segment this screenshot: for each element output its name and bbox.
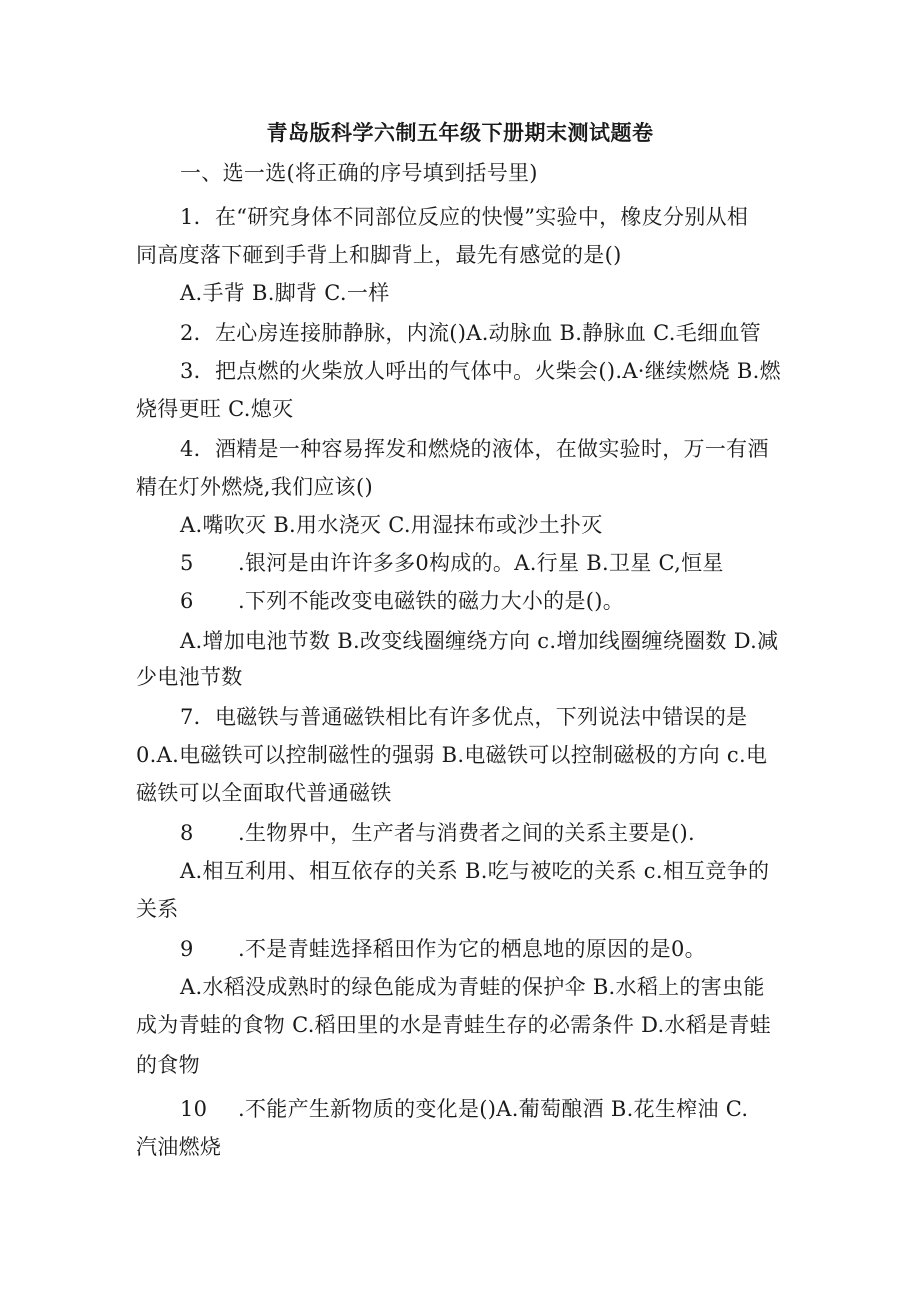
question-8-options-line-2: 关系 [136,897,179,921]
question-9-options-line-2: 成为青蛙的食物 C.稻田里的水是青蛙生存的必需条件 D.水稻是青蛙 [136,1013,772,1037]
question-2: 2．左心房连接肺静脉，内流()A.动脉血 B.静脉血 C.毛细血管 [180,321,761,345]
question-8-text: .生物界中，生产者与消费者之间的关系主要是(). [238,821,695,845]
question-9-number: 9 [180,937,194,961]
question-5 [180,548,724,578]
question-6-options-line-1: A.增加电池节数 B.改变线圈缠绕方向 c.增加线圈缠绕圈数 D.减 [180,629,779,653]
question-10 [180,1094,748,1124]
question-6-text: .下列不能改变电磁铁的磁力大小的是()。 [238,589,625,613]
question-4-options: A.嘴吹灭 B.用水浇灭 C.用湿抹布或沙土扑灭 [180,513,603,537]
question-9 [180,934,706,964]
question-10-line-2: 汽油燃烧 [136,1135,222,1159]
question-6-options-line-2: 少电池节数 [136,665,243,689]
question-7-line-2: 0.A.电磁铁可以控制磁性的强弱 B.电磁铁可以控制磁极的方向 c.电 [136,743,768,767]
question-1-options: A.手背 B.脚背 C.一样 [180,281,390,305]
question-4-line-2: 精在灯外燃烧,我们应该() [136,475,373,499]
question-7-line-1: 7．电磁铁与普通磁铁相比有许多优点，下列说法中错误的是 [180,705,748,729]
question-7-line-3: 磁铁可以全面取代普通磁铁 [136,781,392,805]
question-8-number: 8 [180,821,194,845]
question-4-line-1: 4．酒精是一种容易挥发和燃烧的液体，在做实验时，万一有酒 [180,437,769,461]
question-9-text: .不是青蛙选择稻田作为它的栖息地的原因的是0。 [238,937,706,961]
question-8 [180,818,695,848]
question-9-options-line-3: 的食物 [136,1053,200,1077]
question-1-line-1: 1．在“研究身体不同部位反应的快慢”实验中，橡皮分别从相 [180,205,749,229]
question-1-line-2: 同高度落下砸到手背上和脚背上，最先有感觉的是() [136,243,622,267]
question-3-line-2: 烧得更旺 C.熄灭 [136,397,294,421]
question-8-options-line-1: A.相互利用、相互依存的关系 B.吃与被吃的关系 c.相互竞争的 [180,859,770,883]
question-5-text: .银河是由许许多多0构成的。A.行星 B.卫星 C,恒星 [238,551,724,575]
question-3-line-1: 3．把点燃的火柴放人呼出的气体中。火柴会().A·继续燃烧 B.燃 [180,359,781,383]
question-6-number: 6 [180,589,194,613]
question-6 [180,586,624,616]
section-heading: 一、选一选(将正确的序号填到括号里) [180,161,538,185]
question-9-options-line-1: A.水稻没成熟时的绿色能成为青蛙的保护伞 B.水稻上的害虫能 [180,975,765,999]
question-5-number: 5 [180,551,194,575]
question-10-text: .不能产生新物质的变化是()A.葡萄酿酒 B.花生榨油 C. [238,1097,749,1121]
question-10-number: 10 [180,1097,208,1121]
page-title: 青岛版科学六制五年级下册期末测试题卷 [266,120,654,145]
